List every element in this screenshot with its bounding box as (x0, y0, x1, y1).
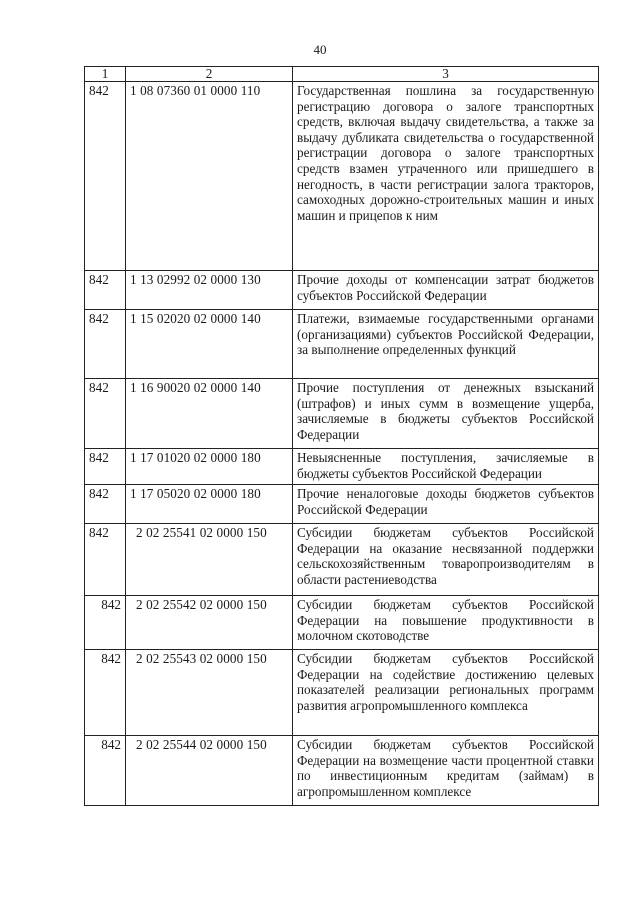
description-cell: Субсидии бюджетам субъектов Российской Федерации на повышение продуктивности в молочном скотоводстве (293, 596, 599, 650)
column-header-3: 3 (293, 67, 599, 82)
description-cell: Прочие доходы от компенсации затрат бюджетов субъектов Российской Федерации (293, 271, 599, 310)
revenue-code-cell: 1 17 05020 02 0000 180 (126, 485, 293, 524)
admin-code-cell: 842 (85, 271, 126, 310)
column-header-1: 1 (85, 67, 126, 82)
page-number: 40 (313, 42, 327, 57)
revenue-code-cell: 1 15 02020 02 0000 140 (126, 310, 293, 379)
admin-code-cell: 842 (85, 736, 126, 806)
table-row (85, 82, 599, 271)
revenue-codes-table (84, 66, 599, 806)
table-row (85, 271, 599, 310)
table-row (85, 736, 599, 806)
description-cell: Государственная пошлина за государственную регистрацию договора о залоге транспортных средств, включая выдачу свидетельства, а также за выдачу дубликата свидетельства о государственной регистрации договора о залоге транспортных средств взамен утраченного или пришедшего в негодность, в части регистрации залога тракторов, самоходных дорожно-строительных машин и иных машин и прицепов к ним (293, 82, 599, 271)
admin-code-cell: 842 (85, 449, 126, 485)
revenue-code-cell: 2 02 25543 02 0000 150 (126, 650, 293, 736)
revenue-code-cell: 2 02 25541 02 0000 150 (126, 524, 293, 596)
admin-code-cell: 842 (85, 650, 126, 736)
table-row (85, 379, 599, 449)
description-cell: Прочие неналоговые доходы бюджетов субъектов Российской Федерации (293, 485, 599, 524)
description-cell: Субсидии бюджетам субъектов Российской Федерации на содействие достижению целевых показателей реализации региональных программ развития агропромышленного комплекса (293, 650, 599, 736)
revenue-code-cell: 1 16 90020 02 0000 140 (126, 379, 293, 449)
description-cell: Невыясненные поступления, зачисляемые в бюджеты субъектов Российской Федерации (293, 449, 599, 485)
description-cell: Платежи, взимаемые государственными органами (организациями) субъектов Российской Федерации, за выполнение определенных функций (293, 310, 599, 379)
revenue-code-cell: 2 02 25542 02 0000 150 (126, 596, 293, 650)
table-row (85, 310, 599, 379)
admin-code-cell: 842 (85, 379, 126, 449)
table-row (85, 650, 599, 736)
admin-code-cell: 842 (85, 485, 126, 524)
table-row (85, 449, 599, 485)
table-row (85, 596, 599, 650)
revenue-code-cell: 2 02 25544 02 0000 150 (126, 736, 293, 806)
table-header-row (85, 67, 599, 82)
admin-code-cell: 842 (85, 524, 126, 596)
admin-code-cell: 842 (85, 596, 126, 650)
description-cell: Субсидии бюджетам субъектов Российской Федерации на оказание несвязанной поддержки сельскохозяйственным товаропроизводителям в области растениеводства (293, 524, 599, 596)
table-row (85, 524, 599, 596)
description-cell: Прочие поступления от денежных взысканий (штрафов) и иных сумм в возмещение ущерба, зачисляемые в бюджеты субъектов Российской Федерации (293, 379, 599, 449)
description-cell: Субсидии бюджетам субъектов Российской Федерации на возмещение части процентной ставки по инвестиционным кредитам (займам) в агропромышленном комплексе (293, 736, 599, 806)
admin-code-cell: 842 (85, 82, 126, 271)
admin-code-cell: 842 (85, 310, 126, 379)
revenue-code-cell: 1 17 01020 02 0000 180 (126, 449, 293, 485)
revenue-code-cell: 1 08 07360 01 0000 110 (126, 82, 293, 271)
column-header-2: 2 (126, 67, 293, 82)
table-row (85, 485, 599, 524)
revenue-code-cell: 1 13 02992 02 0000 130 (126, 271, 293, 310)
